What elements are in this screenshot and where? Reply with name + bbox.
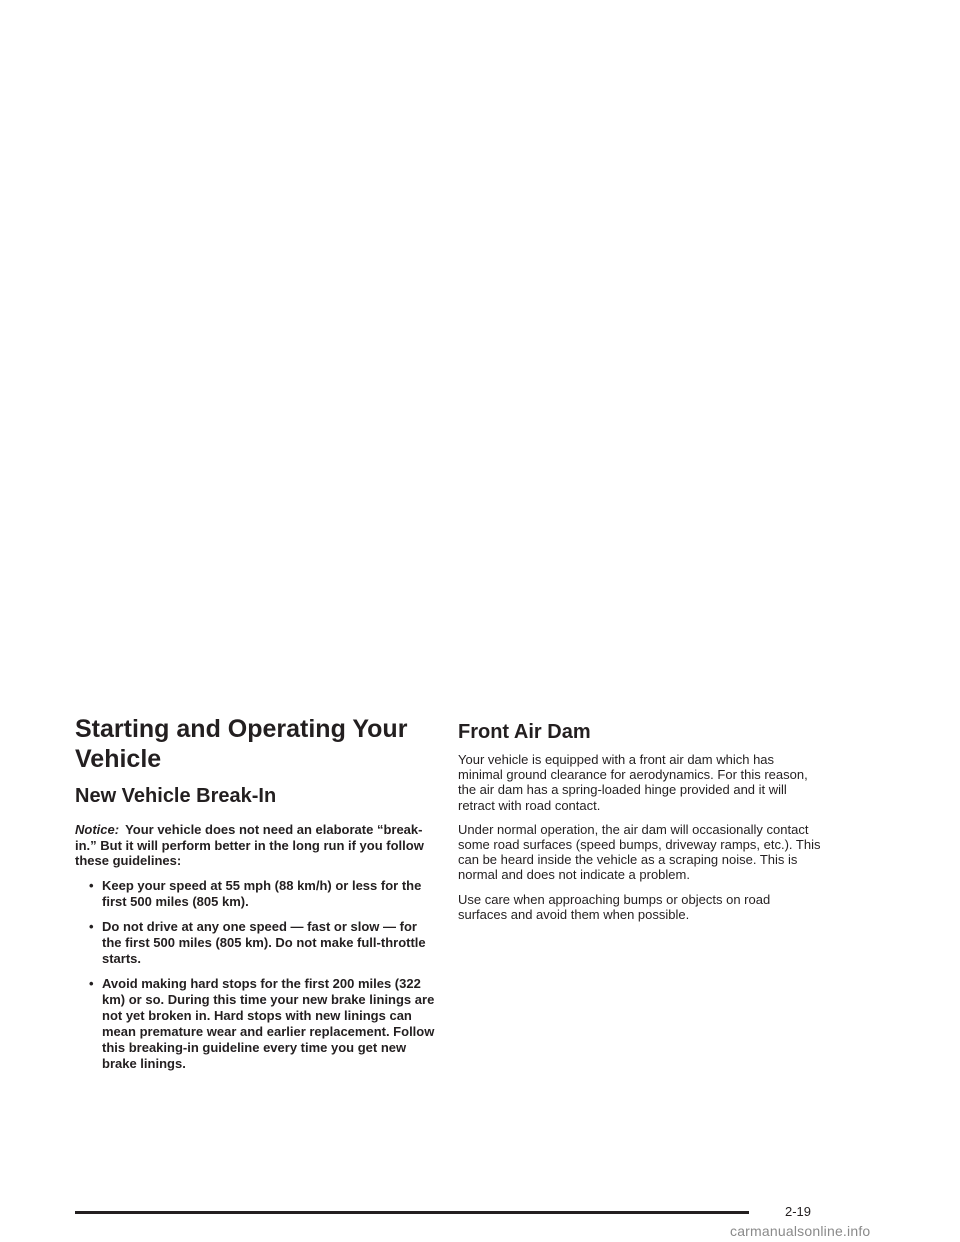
- list-item-text: Do not drive at any one speed — fast or slow — for the first 500 miles (805 km). Do not make full-throttle starts.: [102, 918, 426, 966]
- watermark: carmanualsonline.info: [730, 1223, 871, 1239]
- body-paragraph: Your vehicle is equipped with a front air dam which has minimal ground clearance for aerodynamics. For this reason, the air dam has a spring-loaded hinge provided and it will retract with road contact.: [458, 752, 808, 813]
- list-item-text: Avoid making hard stops for the first 200 miles (322 km) or so. During this time your new brake linings are not yet broken in. Hard stops with new linings can mean premature wear and earlier replacement. Follow this breaking-in guideline every time you get new brake linings.: [102, 975, 435, 1071]
- page-number: 2-19: [785, 1204, 812, 1219]
- list-item-text: Keep your speed at 55 mph (88 km/h) or less for the first 500 miles (805 km).: [102, 877, 422, 909]
- list-item: [75, 878, 437, 910]
- footer-rule: [75, 1211, 749, 1214]
- left-column: [75, 714, 437, 1072]
- guideline-list: [75, 878, 437, 1072]
- notice-paragraph: [75, 822, 437, 869]
- front-air-dam-title: Front Air Dam: [458, 721, 591, 743]
- section-title: Starting and Operating Your Vehicle: [75, 715, 408, 773]
- notice-text: Your vehicle does not need an elaborate “break-in.” But it will perform better in the long run if you follow these guidelines:: [75, 822, 424, 868]
- body-paragraph: Under normal operation, the air dam will occasionally contact some road surfaces (speed bumps, driveway ramps, etc.). This can be heard inside the vehicle as a scraping noise. This is normal and does not indicate a problem.: [458, 821, 821, 883]
- list-item: [75, 976, 437, 1072]
- bullet-icon: •: [89, 918, 94, 934]
- bullet-icon: •: [89, 975, 94, 991]
- list-item: [75, 919, 437, 967]
- notice-label: Notice:: [75, 822, 120, 837]
- subsection-title: New Vehicle Break-In: [75, 785, 277, 807]
- bullet-icon: •: [89, 877, 94, 893]
- right-column: [458, 720, 822, 922]
- body-paragraph: Use care when approaching bumps or objects on road surfaces and avoid them when possible.: [458, 891, 771, 922]
